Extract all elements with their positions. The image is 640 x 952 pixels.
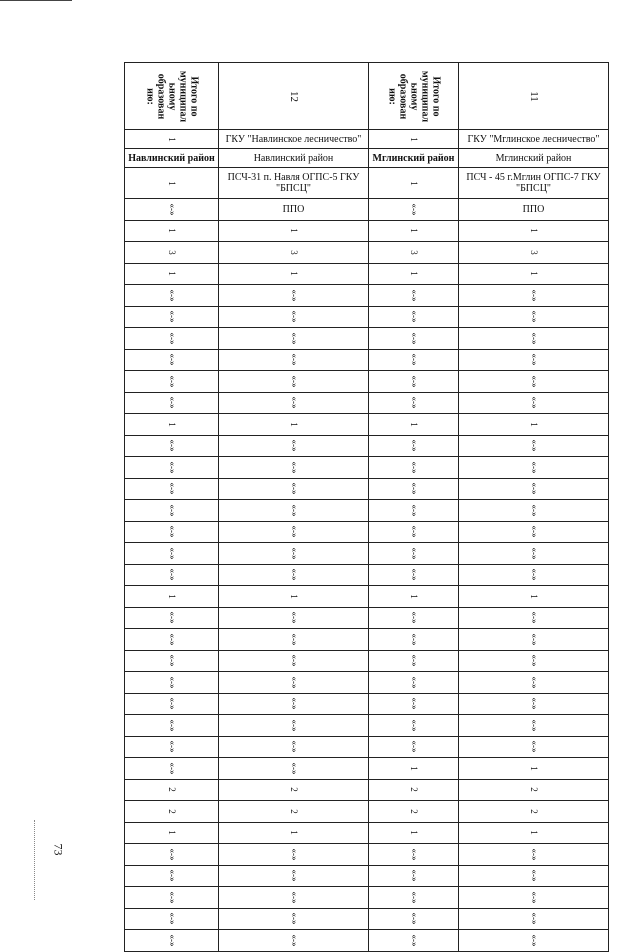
table-cell: «-» <box>459 715 609 737</box>
table-cell: «-» <box>125 865 219 887</box>
table-cell: «-» <box>125 500 219 522</box>
table-cell: 3 <box>219 242 369 264</box>
table-row <box>125 844 609 866</box>
table-cell: «-» <box>125 371 219 393</box>
table-cell: «-» <box>369 650 459 672</box>
unit-cell: 1 <box>369 168 459 199</box>
table-cell: «-» <box>219 457 369 479</box>
table-cell: «-» <box>125 693 219 715</box>
table-row <box>125 693 609 715</box>
table-cell: «-» <box>459 328 609 350</box>
table-cell: 2 <box>219 801 369 823</box>
table-cell: «-» <box>219 349 369 371</box>
table-row <box>125 801 609 823</box>
table-cell: 1 <box>459 414 609 436</box>
table-cell: «-» <box>219 328 369 350</box>
org-cell: ГКУ "Мглинское лесничество" <box>459 130 609 149</box>
table-cell: 2 <box>459 779 609 801</box>
table-cell: «-» <box>459 650 609 672</box>
table-cell: «-» <box>459 865 609 887</box>
table-cell: «-» <box>125 306 219 328</box>
table-row <box>125 908 609 930</box>
table-cell: «-» <box>459 478 609 500</box>
table-cell: 1 <box>369 822 459 844</box>
table-cell: «-» <box>369 306 459 328</box>
table-row <box>125 220 609 242</box>
table-cell: «-» <box>369 349 459 371</box>
table-cell: 3 <box>459 242 609 264</box>
unit-row <box>125 168 609 199</box>
table-cell: «-» <box>459 371 609 393</box>
table-cell: «-» <box>369 457 459 479</box>
table-cell: «-» <box>369 908 459 930</box>
table-cell: «-» <box>369 521 459 543</box>
table-cell: «-» <box>369 543 459 565</box>
table-cell: «-» <box>369 435 459 457</box>
table-cell: 1 <box>369 586 459 608</box>
table-cell: 1 <box>219 220 369 242</box>
table-cell: «-» <box>369 844 459 866</box>
table-cell: «-» <box>459 672 609 694</box>
table-cell: «-» <box>459 930 609 952</box>
table-row <box>125 349 609 371</box>
table-row <box>125 435 609 457</box>
table-cell: «-» <box>369 478 459 500</box>
table-cell: «-» <box>459 629 609 651</box>
table-cell: «-» <box>459 306 609 328</box>
table-row <box>125 478 609 500</box>
table-cell: «-» <box>459 500 609 522</box>
unit-cell: ПСЧ-31 п. Навля ОГПС-5 ГКУ "БПСЦ" <box>219 168 369 199</box>
ppo-cell: ППО <box>219 199 369 221</box>
table-cell: 1 <box>459 822 609 844</box>
org-row <box>125 130 609 149</box>
table-cell: «-» <box>125 844 219 866</box>
table-cell: «-» <box>125 758 219 780</box>
table-cell: «-» <box>219 865 369 887</box>
table-cell: «-» <box>219 650 369 672</box>
table-cell: «-» <box>219 564 369 586</box>
header-row <box>125 63 609 130</box>
table-cell: 1 <box>219 822 369 844</box>
table-cell: «-» <box>125 328 219 350</box>
table-cell: «-» <box>369 865 459 887</box>
table-row <box>125 242 609 264</box>
table-cell: «-» <box>459 285 609 307</box>
table-cell: «-» <box>219 500 369 522</box>
table-cell: «-» <box>369 392 459 414</box>
table-cell: 3 <box>369 242 459 264</box>
org-cell: 1 <box>125 130 219 149</box>
table-cell: 2 <box>219 779 369 801</box>
table-cell: 2 <box>369 801 459 823</box>
table-cell: 2 <box>125 801 219 823</box>
table-cell: «-» <box>219 736 369 758</box>
table-cell: «-» <box>125 435 219 457</box>
district-row <box>125 149 609 168</box>
table-cell: «-» <box>125 715 219 737</box>
table-row <box>125 457 609 479</box>
table-row <box>125 650 609 672</box>
table-cell: «-» <box>125 736 219 758</box>
table-cell: «-» <box>219 693 369 715</box>
table-cell: «-» <box>459 349 609 371</box>
table-cell: «-» <box>219 930 369 952</box>
table-cell: «-» <box>219 543 369 565</box>
table-cell: «-» <box>219 371 369 393</box>
table-cell: 2 <box>459 801 609 823</box>
table-cell: «-» <box>369 736 459 758</box>
table-cell: 1 <box>369 414 459 436</box>
ppo-cell: «-» <box>369 199 459 221</box>
table-cell: 1 <box>219 414 369 436</box>
table-cell: «-» <box>459 392 609 414</box>
table-row <box>125 715 609 737</box>
unit-cell: ПСЧ - 45 г.Мглин ОГПС-7 ГКУ "БПСЦ" <box>459 168 609 199</box>
table-row <box>125 521 609 543</box>
table-row <box>125 263 609 285</box>
table-cell: «-» <box>459 607 609 629</box>
table-row <box>125 500 609 522</box>
table-cell: 1 <box>459 220 609 242</box>
table-cell: 1 <box>369 758 459 780</box>
table-cell: «-» <box>219 435 369 457</box>
table-cell: 1 <box>125 263 219 285</box>
table-cell: «-» <box>459 736 609 758</box>
header-cell-total-1: Итого по муниципал ьному образован ию: <box>125 63 219 130</box>
table-cell: «-» <box>125 521 219 543</box>
table-cell: «-» <box>219 908 369 930</box>
table-cell: 3 <box>125 242 219 264</box>
table-cell: «-» <box>369 887 459 909</box>
table-row <box>125 285 609 307</box>
org-cell: ГКУ "Навлинское лесничество" <box>219 130 369 149</box>
ppo-cell: «-» <box>125 199 219 221</box>
table-row <box>125 930 609 952</box>
table-cell: «-» <box>125 478 219 500</box>
table-cell: «-» <box>219 521 369 543</box>
table-cell: «-» <box>369 693 459 715</box>
table-cell: 2 <box>125 779 219 801</box>
table-cell: «-» <box>459 564 609 586</box>
table-row <box>125 736 609 758</box>
table-cell: «-» <box>125 887 219 909</box>
table-cell: 1 <box>125 220 219 242</box>
table-cell: 1 <box>125 586 219 608</box>
table-cell: «-» <box>125 564 219 586</box>
table-cell: 1 <box>369 263 459 285</box>
table-row <box>125 392 609 414</box>
table-row <box>125 543 609 565</box>
table-cell: «-» <box>219 607 369 629</box>
table-cell: «-» <box>219 887 369 909</box>
table-row <box>125 758 609 780</box>
table-row <box>125 779 609 801</box>
table-cell: «-» <box>125 650 219 672</box>
table-cell: «-» <box>459 521 609 543</box>
table-cell: «-» <box>219 478 369 500</box>
table-row <box>125 564 609 586</box>
table-cell: «-» <box>219 844 369 866</box>
table-cell: «-» <box>219 672 369 694</box>
header-cell-num-1: 12 <box>219 63 369 130</box>
data-table <box>124 62 609 952</box>
table-cell: «-» <box>219 758 369 780</box>
table-cell: 1 <box>459 758 609 780</box>
header-cell-num-2: 11 <box>459 63 609 130</box>
table-cell: «-» <box>459 844 609 866</box>
ppo-row <box>125 199 609 221</box>
table-cell: «-» <box>369 930 459 952</box>
header-cell-total-2: Итого по муниципал ьному образован ию: <box>369 63 459 130</box>
table-cell: 1 <box>219 263 369 285</box>
table-cell: «-» <box>369 564 459 586</box>
table-cell: «-» <box>125 629 219 651</box>
table-row <box>125 672 609 694</box>
table-cell: «-» <box>459 543 609 565</box>
table-cell: «-» <box>125 349 219 371</box>
table-row <box>125 607 609 629</box>
margin-line <box>34 820 35 900</box>
table-cell: «-» <box>125 457 219 479</box>
table-row <box>125 306 609 328</box>
district-cell: Мглинский район <box>459 149 609 168</box>
table-cell: «-» <box>459 908 609 930</box>
table-cell: «-» <box>219 392 369 414</box>
table-row <box>125 414 609 436</box>
table-cell: «-» <box>219 629 369 651</box>
table-cell: «-» <box>125 392 219 414</box>
table-cell: 1 <box>369 220 459 242</box>
table-cell: «-» <box>459 435 609 457</box>
table-row <box>125 865 609 887</box>
district-cell: Навлинский район <box>125 149 219 168</box>
table-cell: «-» <box>369 672 459 694</box>
table-cell: «-» <box>459 457 609 479</box>
top-rule <box>0 0 72 1</box>
table-cell: «-» <box>369 715 459 737</box>
table-cell: 1 <box>459 263 609 285</box>
table-cell: «-» <box>125 607 219 629</box>
table-cell: 1 <box>125 414 219 436</box>
table-cell: «-» <box>125 543 219 565</box>
table-cell: 1 <box>125 822 219 844</box>
table-cell: «-» <box>369 371 459 393</box>
table-cell: «-» <box>219 715 369 737</box>
table-cell: «-» <box>369 500 459 522</box>
table-cell: «-» <box>125 672 219 694</box>
table-cell: «-» <box>459 693 609 715</box>
page-number: 73 <box>51 843 66 856</box>
table-cell: «-» <box>125 908 219 930</box>
table-cell: 1 <box>459 586 609 608</box>
district-cell: Навлинский район <box>219 149 369 168</box>
table-row <box>125 629 609 651</box>
table-row <box>125 822 609 844</box>
table-row <box>125 328 609 350</box>
table-cell: «-» <box>219 306 369 328</box>
table-cell: «-» <box>125 285 219 307</box>
table-cell: «-» <box>369 607 459 629</box>
table-cell: «-» <box>459 887 609 909</box>
table-cell: «-» <box>125 930 219 952</box>
table-cell: 1 <box>219 586 369 608</box>
table-row <box>125 371 609 393</box>
table-cell: «-» <box>369 629 459 651</box>
unit-cell: 1 <box>125 168 219 199</box>
table-cell: «-» <box>369 285 459 307</box>
table-row <box>125 586 609 608</box>
ppo-cell: ППО <box>459 199 609 221</box>
district-cell: Мглинский район <box>369 149 459 168</box>
org-cell: 1 <box>369 130 459 149</box>
table-cell: 2 <box>369 779 459 801</box>
table-cell: «-» <box>219 285 369 307</box>
table-cell: «-» <box>369 328 459 350</box>
